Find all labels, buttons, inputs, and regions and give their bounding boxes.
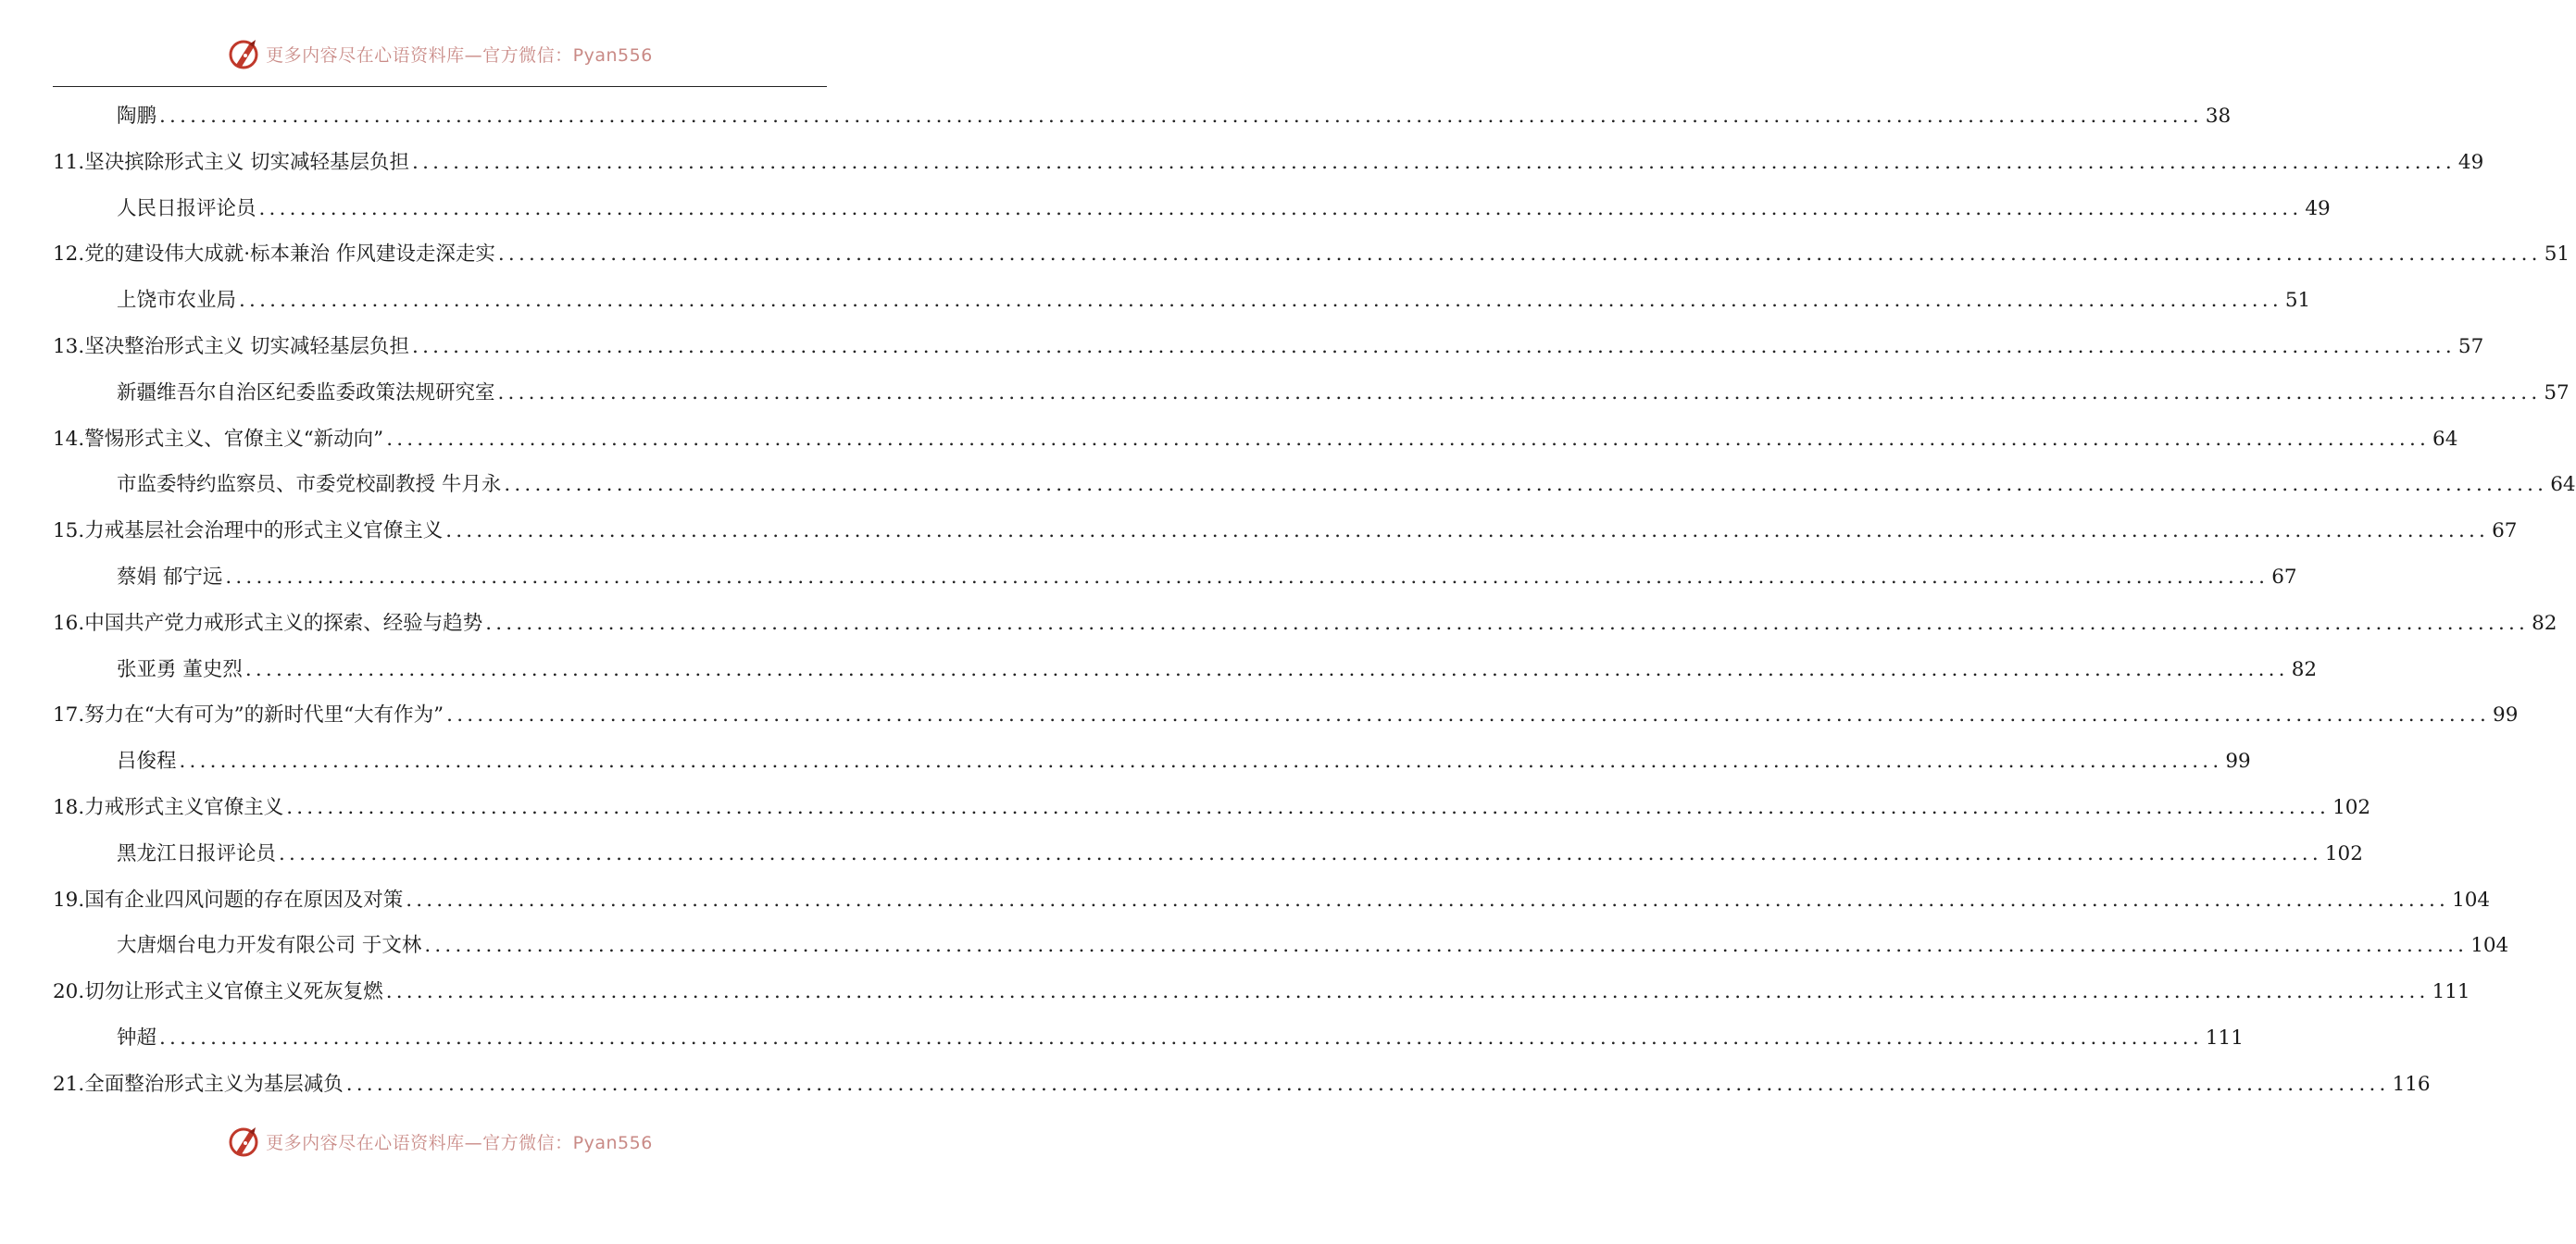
dot-leader: ........................................................................................................................................................................................................: [225, 565, 2270, 589]
toc-article-entry[interactable]: [53, 1062, 2431, 1108]
dot-leader: ........................................................................................................................................................................................................: [258, 196, 2303, 220]
dot-leader: ........................................................................................................................................................................................................: [497, 380, 2542, 404]
toc-entry-page-number: 102: [2324, 841, 2363, 865]
toc-entry-page-number: 64: [2432, 427, 2458, 451]
dot-leader: ........................................................................................................................................................................................................: [485, 611, 2530, 635]
toc-entry-page-number: 111: [2205, 1026, 2244, 1050]
toc-article-entry[interactable]: [53, 877, 2491, 924]
toc-author-entry[interactable]: [53, 831, 2363, 877]
pen-nib-logo-icon: [227, 1125, 260, 1158]
toc-entry-title: 11.坚决摈除形式主义 切实减轻基层负担: [53, 150, 410, 174]
footer-banner: [0, 1121, 880, 1162]
dot-leader: ........................................................................................................................................................................................................: [424, 934, 2469, 958]
banner-text: 更多内容尽在心语资料库—官方微信：Pyan556: [266, 44, 653, 66]
dot-leader: ........................................................................................................................................................................................................: [345, 1072, 2390, 1096]
toc-entry-title: 14.警惕形式主义、官僚主义“新动向”: [53, 427, 384, 451]
toc-entry-page-number: 82: [2291, 657, 2318, 681]
toc-entry-title: 市监委特约监察员、市委党校副教授 牛月永: [117, 473, 502, 497]
toc-entry-title: 陶鹏: [117, 105, 157, 128]
toc-entry-page-number: 67: [2492, 519, 2518, 543]
toc-article-entry[interactable]: [53, 692, 2519, 739]
toc-entry-title: 12.党的建设伟大成就·标本兼治 作风建设走深走实: [53, 243, 495, 267]
dot-leader: ........................................................................................................................................................................................................: [239, 289, 2282, 313]
toc-article-entry[interactable]: [53, 969, 2470, 1015]
toc-author-entry[interactable]: [53, 370, 2570, 417]
toc-author-entry[interactable]: [53, 739, 2251, 785]
toc-entry-page-number: 116: [2392, 1072, 2431, 1096]
toc-entry-page-number: 49: [2457, 150, 2484, 174]
dot-leader: ........................................................................................................................................................................................................: [406, 888, 2450, 912]
toc-entry-page-number: 111: [2432, 980, 2470, 1004]
toc-entry-page-number: 102: [2332, 795, 2371, 819]
dot-leader: ........................................................................................................................................................................................................: [445, 519, 2490, 543]
toc-entry-title: 19.国有企业四风问题的存在原因及对策: [53, 888, 404, 912]
toc-entry-title: 钟超: [117, 1026, 157, 1050]
toc-author-entry[interactable]: [53, 554, 2297, 601]
toc-article-entry[interactable]: [53, 601, 2557, 647]
toc-entry-title: 人民日报评论员: [117, 196, 256, 220]
toc-article-entry[interactable]: [53, 417, 2458, 463]
toc-entry-title: 大唐烟台电力开发有限公司 于文林: [117, 934, 422, 958]
toc-entry-page-number: 104: [2452, 888, 2491, 912]
toc-entry-page-number: 49: [2305, 196, 2331, 220]
dot-leader: ........................................................................................................................................................................................................: [286, 795, 2331, 819]
toc-entry-title: 13.坚决整治形式主义 切实减轻基层负担: [53, 334, 410, 358]
banner-text: 更多内容尽在心语资料库—官方微信：Pyan556: [266, 1132, 653, 1153]
toc-article-entry[interactable]: [53, 324, 2484, 370]
toc-entry-title: 吕俊程: [117, 750, 177, 774]
toc-entry-page-number: 57: [2544, 380, 2570, 404]
toc-entry-title: 上饶市农业局: [117, 289, 237, 313]
toc-entry-title: 黑龙江日报评论员: [117, 841, 277, 865]
toc-author-entry[interactable]: [53, 462, 2576, 508]
toc-entry-page-number: 99: [2493, 703, 2519, 728]
toc-entry-title: 新疆维吾尔自治区纪委监委政策法规研究室: [117, 380, 495, 404]
toc-entry-title: 蔡娟 郁宁远: [117, 565, 223, 589]
toc-entry-title: 17.努力在“大有可为”的新时代里“大有作为”: [53, 703, 444, 728]
toc-entry-page-number: 51: [2544, 243, 2570, 267]
toc-entry-title: 18.力戒形式主义官僚主义: [53, 795, 284, 819]
dot-leader: ........................................................................................................................................................................................................: [159, 105, 2203, 128]
toc-entry-title: 20.切勿让形式主义官僚主义死灰复燃: [53, 980, 383, 1004]
dot-leader: ........................................................................................................................................................................................................: [412, 334, 2456, 358]
header-banner: [0, 33, 880, 74]
toc-entry-page-number: 38: [2205, 105, 2232, 128]
header-divider: [53, 86, 827, 87]
toc-author-entry[interactable]: [53, 647, 2318, 693]
dot-leader: ........................................................................................................................................................................................................: [279, 841, 2322, 865]
dot-leader: ........................................................................................................................................................................................................: [244, 657, 2289, 681]
dot-leader: ........................................................................................................................................................................................................: [386, 427, 2431, 451]
toc-entry-title: 15.力戒基层社会治理中的形式主义官僚主义: [53, 519, 444, 543]
toc-author-entry[interactable]: [53, 278, 2311, 324]
toc-entry-title: 16.中国共产党力戒形式主义的探索、经验与趋势: [53, 611, 483, 635]
toc-entry-page-number: 67: [2271, 565, 2297, 589]
toc-author-entry[interactable]: [53, 186, 2331, 232]
dot-leader: ........................................................................................................................................................................................................: [446, 703, 2491, 728]
toc-article-entry[interactable]: [53, 508, 2518, 554]
pen-nib-logo-icon: [227, 37, 260, 70]
dot-leader: ........................................................................................................................................................................................................: [385, 980, 2430, 1004]
dot-leader: ........................................................................................................................................................................................................: [179, 750, 2223, 774]
toc-entry-title: 张亚勇 董史烈: [117, 657, 243, 681]
toc-article-entry[interactable]: [53, 140, 2484, 186]
toc-entry-page-number: 82: [2532, 611, 2557, 635]
toc-entry-page-number: 57: [2457, 334, 2484, 358]
toc-article-entry[interactable]: [53, 785, 2371, 831]
toc-author-entry[interactable]: [53, 923, 2509, 969]
toc-entry-page-number: 64: [2550, 473, 2576, 497]
toc-entry-title: 21.全面整治形式主义为基层减负: [53, 1072, 344, 1096]
toc-author-entry[interactable]: [53, 1015, 2244, 1062]
dot-leader: ........................................................................................................................................................................................................: [504, 473, 2548, 497]
toc-entry-page-number: 104: [2470, 934, 2509, 958]
toc-author-entry[interactable]: [53, 93, 2232, 140]
dot-leader: ........................................................................................................................................................................................................: [412, 150, 2456, 174]
table-of-contents: [53, 93, 2576, 1108]
toc-entry-page-number: 51: [2284, 289, 2311, 313]
toc-entry-page-number: 99: [2225, 750, 2251, 774]
dot-leader: ........................................................................................................................................................................................................: [497, 243, 2542, 267]
dot-leader: ........................................................................................................................................................................................................: [159, 1026, 2203, 1050]
toc-article-entry[interactable]: [53, 231, 2570, 278]
